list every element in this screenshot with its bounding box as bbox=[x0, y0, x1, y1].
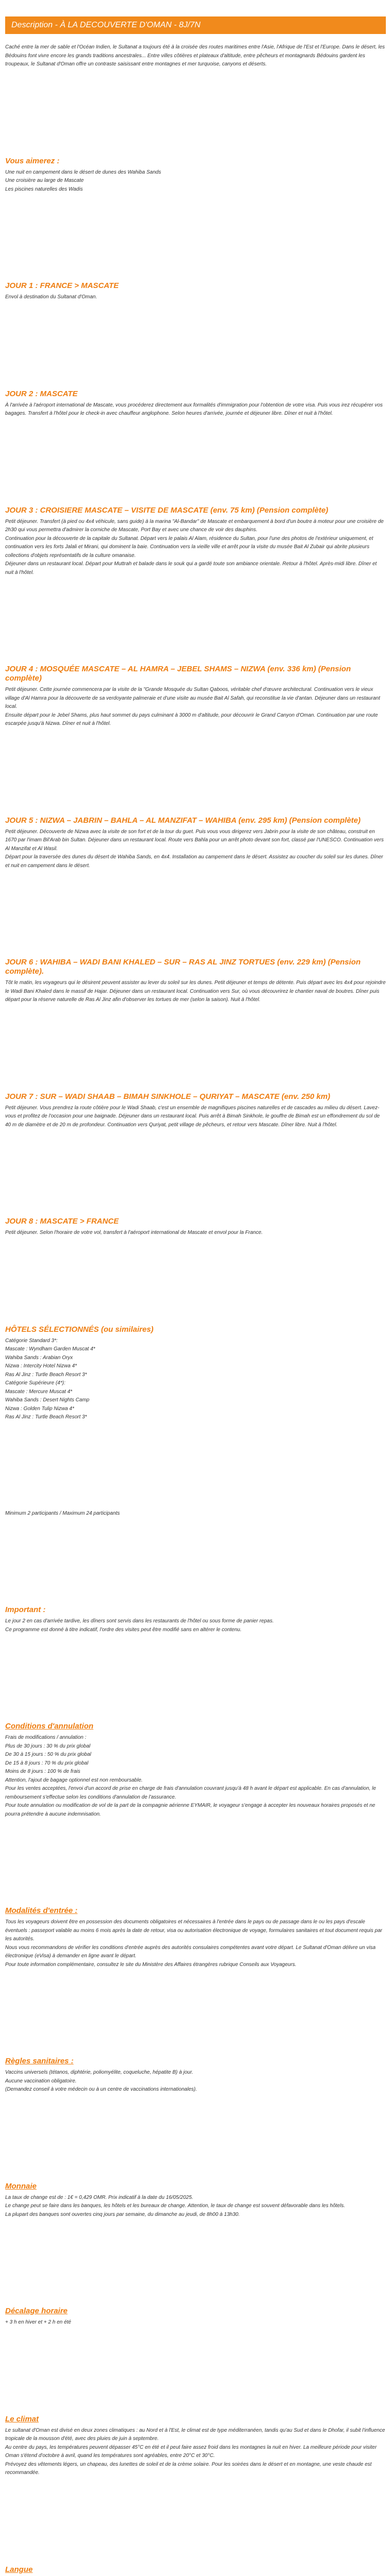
section-text: À l'arrivée à l'aéroport international de Mascate, vous procéderez directement aux formalités d'immigration pour l'obtention de votre visa. Puis vous irez récupérer vos bagages. Transfert à l'hôtel pour le check-in avec chauffeur anglophone. Selon heures d'arrivée, journée et déjeuner libre. Dîner et nuit à l'hôtel. bbox=[5, 402, 383, 416]
section-title: Conditions d'annulation bbox=[5, 1722, 94, 1731]
section-8 bbox=[5, 1092, 386, 1130]
section-text: Pour les ventes acceptées, l'envoi d'un accord de prise en charge de frais d'annulation couvrant jusqu'à 48 h avant le départ est applicable. En cas d'annulation, le remboursement s'effectue selon les conditions d'annulation de l'assurance. bbox=[5, 1786, 376, 1800]
section-title: JOUR 6 : WAHIBA – WADI BANI KHALED – SUR – RAS AL JINZ TORTUES (env. 229 km) (Pension complète). bbox=[5, 958, 361, 976]
section-title: Vous aimerez : bbox=[5, 156, 60, 165]
section-text: Continuation pour la découverte de la capitale du Sultanat. Départ vers le palais Al Alam, résidence du Sultan, pour l'une des photos de l'extérieur uniquement, et continuation vers les forts Jalali et Mirani, qui dominent la baie. Continuation vers la vieille ville et arrêt pour la visite du musée Bait Al Zubair qui abrite plusieurs collections d'objets représentatifs de la culture omanaise. bbox=[5, 535, 373, 558]
section-text: De 15 à 8 jours : 70 % du prix global bbox=[5, 1760, 89, 1766]
section-19 bbox=[5, 2565, 386, 2576]
section-text: Une croisière au large de Mascate bbox=[5, 178, 84, 183]
section-text: Nous vous recommandons de vérifier les conditions d'entrée auprès des autorités consulaires compétentes avant votre départ. Le Sultanat d'Oman délivre un visa électronique (eVisa) à demander en ligne avant le départ. bbox=[5, 1944, 376, 1959]
section-title: JOUR 2 : MASCATE bbox=[5, 389, 78, 398]
section-text: Mascate : Wyndham Garden Muscat 4* bbox=[5, 1346, 95, 1352]
section-text: Caché entre la mer de sable et l'Océan Indien, le Sultanat a toujours été à la croisée des routes maritimes entre l'Asie, l'Afrique de l'Est et l'Europe. Dans le désert, les Bédouins font vivre encore les grands traditions ancestrales... Entre villes côtières et plateaux d'altitude, entre pêcheurs et montagnards Bédouins gardent les troupeaux, le Sultanat d'Oman offre un contraste saisissant entre montagnes et mer turquoise, canyons et déserts. bbox=[5, 44, 385, 67]
section-12 bbox=[5, 1605, 386, 1634]
section-9 bbox=[5, 1217, 386, 1238]
section-title: Décalage horaire bbox=[5, 2307, 68, 2315]
section-text: Attention, l'ajout de bagage optionnel est non remboursable. bbox=[5, 1777, 143, 1783]
section-text: Tôt le matin, les voyageurs qui le désirent peuvent assister au lever du soleil sur les dunes. Petit déjeuner et temps de détente. Puis départ avec les 4x4 pour rejoindre le Wadi Bani Khaled dans le massif de Hajar. Déjeuner dans un restaurant local. Continuation vers Sur, où vous découvrirez le chantier naval de boutres. Dîner puis départ pour la réserve naturelle de Ras Al Jinz afin d'observer les tortues de mer (selon la saison). Nuit à l'hôtel. bbox=[5, 980, 386, 1003]
section-text: Ras Al Jinz : Turtle Beach Resort 3* bbox=[5, 1414, 87, 1420]
section-text: Une nuit en campement dans le désert de dunes des Wahiba Sands bbox=[5, 169, 161, 175]
section-text: Pour toute information complémentaire, consultez le site du Ministère des Affaires étrangères rubrique Conseils aux Voyageurs. bbox=[5, 1961, 297, 1968]
section-text: Ce programme est donné à titre indicatif, l'ordre des visites peut être modifié sans en altérer le contenu. bbox=[5, 1626, 242, 1633]
section-title: JOUR 4 : MOSQUÉE MASCATE – AL HAMRA – JEBEL SHAMS – NIZWA (env. 336 km) (Pension complète) bbox=[5, 665, 351, 683]
section-text: Nizwa : Golden Tulip Nizwa 4* bbox=[5, 1405, 74, 1412]
section-text: Catégorie Standard 3*: bbox=[5, 1337, 58, 1344]
section-text: Plus de 30 jours : 30 % du prix global bbox=[5, 1743, 91, 1749]
section-text: Le sultanat d'Oman est divisé en deux zones climatiques : au Nord et à l'Est, le climat est de type méditerranéen, tandis qu'au Sud et dans le Dhofar, il subit l'influence tropicale de la mousson d'été, avec des pluies de juin à septembre. bbox=[5, 2427, 385, 2442]
section-title: Important : bbox=[5, 1605, 46, 1614]
section-text: Les piscines naturelles des Wadis bbox=[5, 186, 83, 192]
section-title: Le climat bbox=[5, 2414, 39, 2424]
section-13 bbox=[5, 1722, 386, 1819]
section-text: Le jour 2 en cas d'arrivée tardive, les dîners sont servis dans les restaurants de l'hôtel ou sous forme de panier repas. bbox=[5, 1618, 274, 1624]
section-text: Le change peut se faire dans les banques, les hôtels et les bureaux de change. Attention, le taux de change est souvent défavorable dans les hôtels. bbox=[5, 2203, 345, 2209]
section-15 bbox=[5, 2057, 386, 2094]
section-text: Tous les voyageurs doivent être en possession des documents obligatoires et nécessaires à l'entrée dans le pays ou de passage dans le ou les pays d'escale éventuels : passeport valable au moins 6 mois après la date de retour, visa ou autorisation électronique de voyage, formulaires sanitaires et tout document requis par les autorités. bbox=[5, 1919, 382, 1942]
section-11 bbox=[5, 1510, 386, 1518]
page bbox=[0, 16, 391, 2576]
section-text: La plupart des banques sont ouvertes cinq jours par semaine, du dimanche au jeudi, de 8h00 à 13h30. bbox=[5, 2211, 240, 2217]
section-text: Wahiba Sands : Desert Nights Camp bbox=[5, 1397, 90, 1403]
section-1 bbox=[5, 157, 386, 194]
section-title: JOUR 5 : NIZWA – JABRIN – BAHLA – AL MANZIFAT – WAHIBA (env. 295 km) (Pension complète) bbox=[5, 816, 361, 825]
section-text: (Demandez conseil à votre médecin ou à un centre de vaccinations internationales). bbox=[5, 2087, 197, 2092]
section-text: Mascate : Mercure Muscat 4* bbox=[5, 1388, 73, 1395]
section-text: Wahiba Sands : Arabian Oryx bbox=[5, 1354, 73, 1361]
section-6 bbox=[5, 816, 386, 871]
section-text: Départ pour la traversée des dunes du désert de Wahiba Sands, en 4x4. Installation au campement dans le désert. Assistez au coucher du soleil sur les dunes. Dîner et nuit en campement dans le désert. bbox=[5, 854, 383, 869]
section-text: Petit déjeuner. Vous prendrez la route côtière pour le Wadi Shaab, c'est un ensemble de magnifiques piscines naturelles et de cascades au milieu du désert. Lavez-vous et profitez de l'occasion pour une baignade. Déjeuner dans un restaurant local. Puis arrêt à Bimah Sinkhole, le gouffre de Bimah est un effondrement du sol de 40 m de diamètre et de 20 m de profondeur. Continuation vers Quriyat, petit village de pêcheurs, et retour vers Mascate. Dîner libre. Nuit à l'hôtel. bbox=[5, 1105, 380, 1128]
section-3 bbox=[5, 389, 386, 418]
section-text: Envol à destination du Sultanat d'Oman. bbox=[5, 294, 97, 300]
section-title: Modalités d'entrée : bbox=[5, 1906, 78, 1915]
section-text: Petit déjeuner. Selon l'horaire de votre vol, transfert à l'aéroport international de Mascate et envol pour la France. bbox=[5, 1230, 263, 1235]
section-text: Nizwa : Intercity Hotel Nizwa 4* bbox=[5, 1363, 77, 1369]
section-10 bbox=[5, 1325, 386, 1422]
content-sections bbox=[5, 43, 386, 2576]
section-text: Catégorie Supérieure (4*): bbox=[5, 1380, 66, 1386]
section-18 bbox=[5, 2415, 386, 2478]
section-16 bbox=[5, 2182, 386, 2219]
section-14 bbox=[5, 1906, 386, 1969]
section-text: Déjeuner dans un restaurant local. Départ pour Muttrah et balade dans le souk qui a gardé toute son ambiance orientale. Retour à l'hôtel. Après-midi libre. Dîner et nuit à l'hôtel. bbox=[5, 561, 377, 575]
section-text: Prévoyez des vêtements légers, un chapeau, des lunettes de soleil et de la crème solaire. Pour les soirées dans le désert et en montagne, une veste chaude est recommandée. bbox=[5, 2461, 372, 2476]
section-text: De 30 à 15 jours : 50 % du prix global bbox=[5, 1752, 91, 1757]
section-0 bbox=[5, 43, 386, 69]
section-text: Ensuite départ pour le Jebel Shams, plus haut sommet du pays culminant à 3000 m d'altitude, pour découvrir le Grand Canyon d'Oman. Continuation par une route escarpée jusqu'à Nizwa. Dîner et nuit à l'hôtel. bbox=[5, 712, 378, 726]
section-title: Monnaie bbox=[5, 2181, 37, 2191]
section-title: JOUR 7 : SUR – WADI SHAAB – BIMAH SINKHOLE – QURIYAT – MASCATE (env. 250 km) bbox=[5, 1092, 331, 1101]
section-text: Petit déjeuner. Cette journée commencera par la visite de la "Grande Mosquée du Sultan Qaboos, véritable chef d'œuvre architectural. Continuation vers le vieux village d'Al Hamra pour la découverte de sa verdoyante palmeraie et d'une visite au musée Bait Al Safah, qui reconstitue la vie d'antan. Déjeuner dans un restaurant local. bbox=[5, 687, 380, 709]
section-text: Pour toute annulation ou modification de vol de la part de la compagnie aérienne EYMAIR, le voyageur s'engage à accepter les nouveaux horaires proposés et ne pourra prétendre à aucune indemnisation. bbox=[5, 1803, 376, 1817]
section-title: JOUR 8 : MASCATE > FRANCE bbox=[5, 1217, 119, 1226]
section-text: Au centre du pays, les températures peuvent dépasser 45°C en été et il peut faire assez froid dans les montagnes la nuit en hiver. La meilleure période pour visiter Oman s'étend d'octobre à avril, quand les températures sont agréables, entre 20°C et 30°C. bbox=[5, 2444, 377, 2459]
section-text: Minimum 2 participants / Maximum 24 participants bbox=[5, 1510, 120, 1516]
section-title: Langue bbox=[5, 2565, 33, 2574]
section-4 bbox=[5, 506, 386, 578]
section-text: Aucune vaccination obligatoire. bbox=[5, 2078, 77, 2084]
section-text: Moins de 8 jours : 100 % de frais bbox=[5, 1769, 80, 1774]
section-text: Petit déjeuner. Transfert (à pied ou 4x4 véhicule, sans guide) à la marina "Al-Bandar" de Mascate et embarquement à bord d'un boutre à moteur pour une croisière de 2h30 qui vous permettra d'admirer la corniche de Mascate, Port Bay et avec une chance de voir des dauphins. bbox=[5, 518, 384, 533]
page-banner: Description - À LA DECOUVERTE D'OMAN - 8J/7N bbox=[5, 16, 386, 34]
section-text: La taux de change est de : 1€ = 0,429 OMR. Prix indicatif à la date du 16/05/2025. bbox=[5, 2194, 193, 2200]
section-title: JOUR 3 : CROISIERE MASCATE – VISITE DE MASCATE (env. 75 km) (Pension complète) bbox=[5, 505, 329, 515]
section-5 bbox=[5, 665, 386, 728]
section-2 bbox=[5, 281, 386, 302]
section-text: + 3 h en hiver et + 2 h en été bbox=[5, 2319, 71, 2325]
section-title: JOUR 1 : FRANCE > MASCATE bbox=[5, 281, 119, 290]
section-text: Frais de modifications / annulation : bbox=[5, 1735, 87, 1740]
section-text: Vaccins universels (tétanos, diphtérie, poliomyélite, coqueluche, hépatite B) à jour. bbox=[5, 2070, 193, 2075]
section-7 bbox=[5, 958, 386, 1005]
section-text: Ras Al Jinz : Turtle Beach Resort 3* bbox=[5, 1371, 87, 1378]
section-title: Règles sanitaires : bbox=[5, 2057, 74, 2065]
section-17 bbox=[5, 2307, 386, 2327]
section-text: Petit déjeuner. Découverte de Nizwa avec la visite de son fort et de la tour du guet. Puis vous vous dirigerez vers Jabrin pour la visite de son château, construit en 1670 par l'imam Bil'Arab bin Sultan. Déjeuner dans un restaurant local. Route vers Bahla pour un arrêt photo devant son fort, classé par l'UNESCO. Continuation vers Al Manzifat et Al Wasil. bbox=[5, 828, 384, 852]
section-title: HÔTELS SÉLECTIONNÉS (ou similaires) bbox=[5, 1325, 154, 1334]
